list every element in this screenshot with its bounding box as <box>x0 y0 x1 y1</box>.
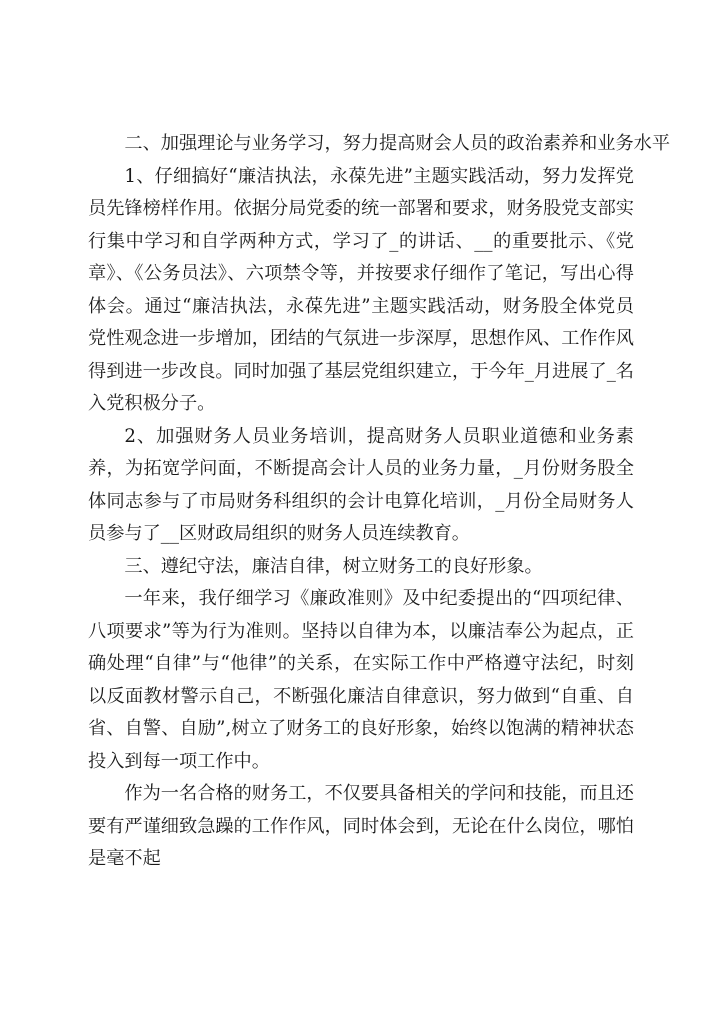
paragraph-3: 一年来，我仔细学习《廉政准则》及中纪委提出的“四项纪律、八项要求”等为行为准则。坚持以自律为本，以廉洁奉公为起点，正确处理“自律”与“他律”的关系，在实际工作中严格遵守法纪，时刻以反面教材警示自己，不断强化廉洁自律意识，努力做到“自重、自省、自警、自励”,树立了财务工的良好形象，始终以饱满的精神状态投入到每一项工作中。 <box>88 588 634 772</box>
document-body <box>88 128 671 876</box>
paragraph-2: 2、加强财务人员业务培训，提高财务人员职业道德和业务素养，为拓宽学问面，不断提高会计人员的业务力量，_月份财务股全体同志参与了市局财务科组织的会计电算化培训，_月份全局财务人员参与了__区财政局组织的财务人员连续教育。 <box>88 425 634 544</box>
section-heading-2: 二、加强理论与业务学习，努力提高财会人员的政治素养和业务水平 <box>124 133 671 154</box>
paragraph-4: 作为一名合格的财务工，不仅要具备相关的学问和技能，而且还要有严谨细致急躁的工作作风，同时体会到，无论在什么岗位，哪怕是毫不起 <box>88 783 634 869</box>
section-heading-3: 三、遵纪守法，廉洁自律，树立财务工的良好形象。 <box>124 555 543 577</box>
paragraph-1: 1、仔细搞好“廉洁执法，永葆先进”主题实践活动，努力发挥党员先锋榜样作用。依据分局党委的统一部署和要求，财务股党支部实行集中学习和自学两种方式，学习了_的讲话、__的重要批示、《党章》、《公务员法》、六项禁令等，并按要求仔细作了笔记，写出心得体会。通过“廉洁执法，永葆先进”主题实践活动，财务股全体党员党性观念进一步增加，团结的气氛进一步深厚，思想作风、工作作风得到进一步改良。同时加强了基层党组织建立，于今年_月进展了_名入党积极分子。 <box>88 165 634 414</box>
